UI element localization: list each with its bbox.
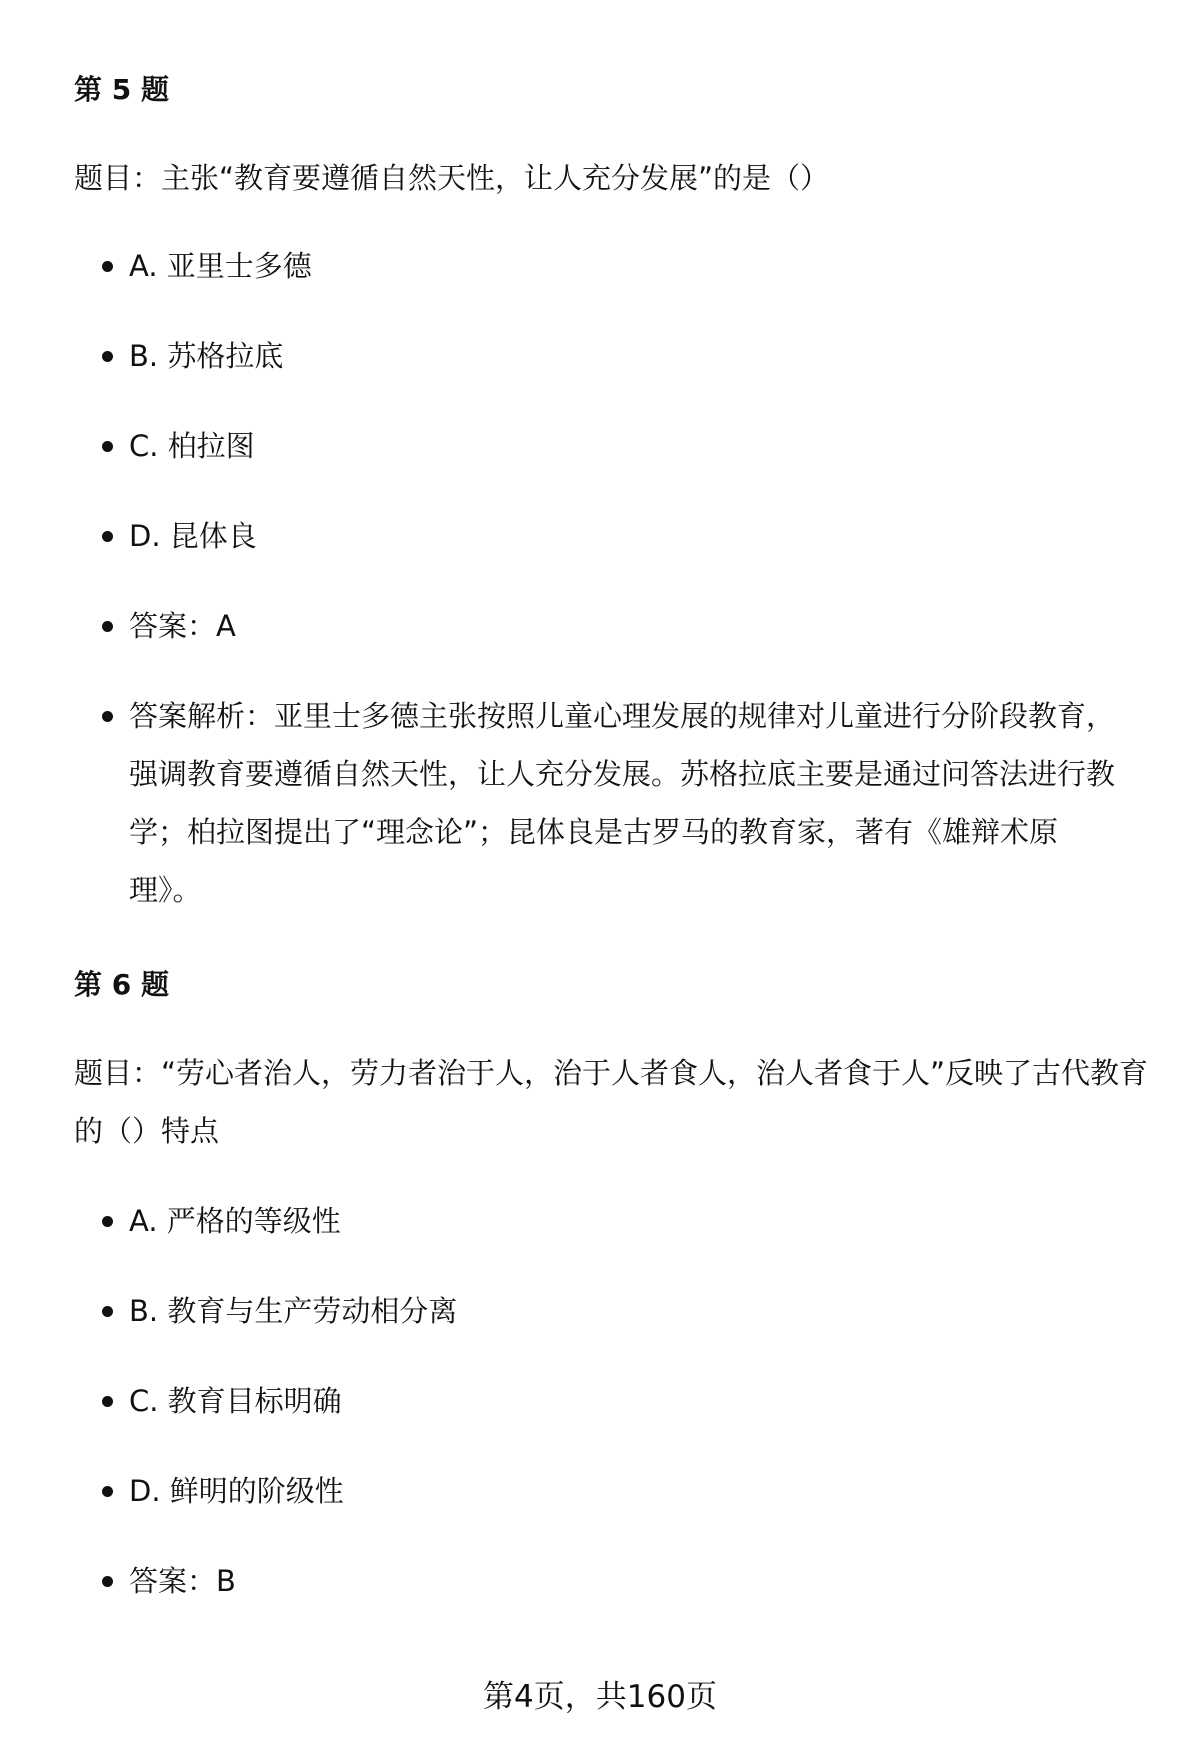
- answer-text: 答案：A: [129, 609, 236, 643]
- option-text: B. 苏格拉底: [129, 339, 284, 373]
- option-text: C. 柏拉图: [129, 429, 255, 463]
- question-6-heading: 第 6 题: [74, 968, 169, 1001]
- bullet-icon: [102, 441, 113, 452]
- question-6-option-b: [74, 1282, 1154, 1340]
- question-5-stem: 题目：主张“教育要遵循自然天性，让人充分发展”的是（）: [74, 161, 830, 195]
- bullet-icon: [102, 1216, 113, 1227]
- question-6-option-c: [74, 1372, 1154, 1430]
- question-6-option-a: [74, 1192, 1154, 1250]
- question-6-answer: [74, 1552, 1154, 1610]
- question-5-option-d: [74, 507, 1154, 565]
- analysis-text: 答案解析：亚里士多德主张按照儿童心理发展的规律对儿童进行分阶段教育，强调教育要遵循自然天性，让人充分发展。苏格拉底主要是通过问答法进行教学；柏拉图提出了“理念论”；昆体良是古罗马的教育家，著有《雄辩术原理》。: [129, 699, 1116, 907]
- bullet-icon: [102, 711, 113, 722]
- question-5-option-c: [74, 417, 1154, 475]
- bullet-icon: [102, 351, 113, 362]
- option-text: D. 鲜明的阶级性: [129, 1474, 344, 1508]
- question-6-option-d: [74, 1462, 1154, 1520]
- question-5-analysis: [74, 687, 1154, 919]
- bullet-icon: [102, 1306, 113, 1317]
- page-number-footer: 第4页，共160页: [483, 1679, 717, 1715]
- option-text: B. 教育与生产劳动相分离: [129, 1294, 458, 1328]
- bullet-icon: [102, 621, 113, 632]
- option-text: A. 亚里士多德: [129, 249, 312, 283]
- option-text: D. 昆体良: [129, 519, 257, 553]
- question-5-option-a: [74, 237, 1154, 295]
- answer-text: 答案：B: [129, 1564, 236, 1598]
- question-5-option-b: [74, 327, 1154, 385]
- bullet-icon: [102, 1576, 113, 1587]
- bullet-icon: [102, 531, 113, 542]
- bullet-icon: [102, 1396, 113, 1407]
- bullet-icon: [102, 1486, 113, 1497]
- option-text: A. 严格的等级性: [129, 1204, 341, 1238]
- question-6-stem: 题目：“劳心者治人，劳力者治于人，治于人者食人，治人者食于人”反映了古代教育的（）特点: [74, 1056, 1149, 1148]
- bullet-icon: [102, 261, 113, 272]
- question-5-answer: [74, 597, 1154, 655]
- question-5-heading: 第 5 题: [74, 73, 169, 106]
- option-text: C. 教育目标明确: [129, 1384, 342, 1418]
